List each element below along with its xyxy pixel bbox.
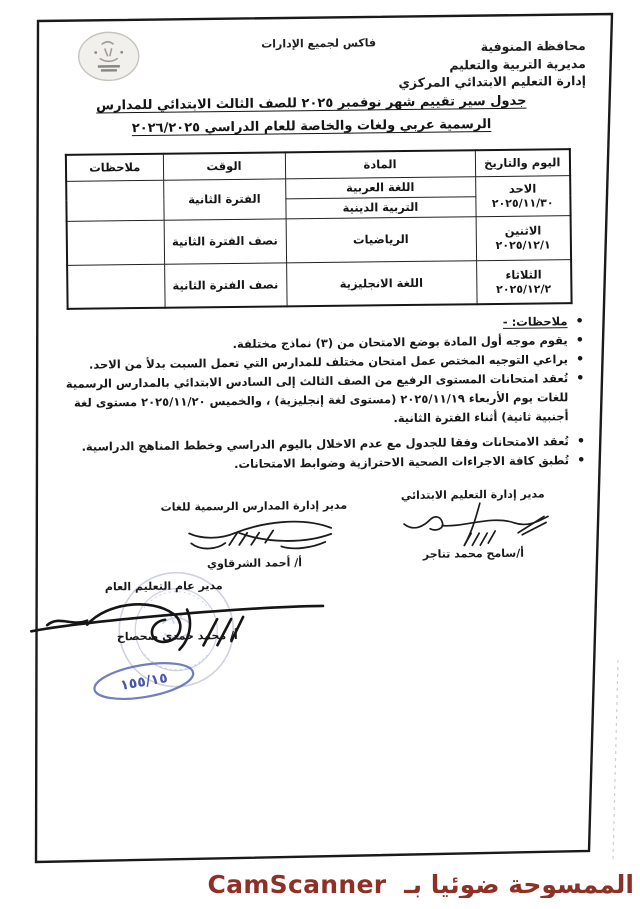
col-header-time: الوقت [163,152,285,179]
fax-note: فاكس لجميع الإدارات [261,36,377,51]
table-row [67,259,571,309]
bullet-icon: • [576,370,585,387]
col-header-subject: المادة [285,150,475,178]
bullet-icon: • [576,433,586,450]
notes-cell [67,220,164,265]
day-date: ٢٠٢٥/١٢/٢ [496,282,552,296]
day-cell [475,175,570,216]
notes-cell [66,180,163,221]
day-date: ٢٠٢٥/١١/٣٠ [491,196,554,211]
governorate-emblem-icon [71,28,146,89]
subject-cell: اللغة العربية [285,176,475,198]
note-text: يقوم موجه أول المادة بوضع الامتحان من (٣) نماذج مختلفة. [232,333,568,351]
document-title [0,89,627,142]
signature-title: مدير إدارة التعليم الابتدائي [400,487,545,503]
org-line-administration: إدارة التعليم الابتدائي المركزي [398,72,587,91]
org-line-governorate: محافظة المنوفية [480,37,586,55]
camscanner-watermark [208,872,634,898]
signature-title: مدير إدارة المدارس الرسمية للغات [160,498,348,514]
bullet-icon: • [575,351,585,368]
col-header-day-date: اليوم والتاريخ [475,149,570,176]
signature-scribble [394,500,553,548]
title-line-2: الرسمية عربي ولغات والخاصة للعام الدراسي ٢٠٢٦/٢٠٢٥ [131,117,492,137]
org-line-directorate: مديرية التربية والتعليم [449,55,586,73]
subject-cell: الرياضيات [286,216,476,262]
subject-cell: اللغة الانجليزية [286,260,476,306]
bullet-icon: • [576,452,586,469]
day-name: الاحد [508,181,537,196]
exam-schedule-table [65,148,571,310]
signature-name: أ/سامح محمد تناجر [422,546,525,561]
signature-title: مدير عام التعليم العام [104,579,223,594]
day-cell [476,215,571,260]
note-text: تُطبق كافة الاجراءات الصحية الاحترازية وضوابط الامتحانات. [234,453,570,471]
signature-block-general-director [27,574,329,717]
day-date: ٢٠٢٥/١٢/١ [495,238,551,252]
time-cell: نصف الفترة الثانية [164,262,286,307]
note-text: تُعقد امتحانات المستوى الرفيع من الصف الثالث إلى السادس الابتدائي بالمدارس الرسمية للغات يوم الأربعاء ٢٠٢٥/١١/١٩ (مستوى لغة إنجليزية) ، والخميس ٢٠٢٥/١١/٢٠ مستوى لغة أجنبية ثانية) أثناء الفترة الثانية. [65,371,569,426]
table-row [67,215,571,265]
bullet-icon: • [575,332,585,349]
time-cell: الفترة الثانية [163,178,285,219]
stamp-number: ١٥٥/١٥ [119,670,169,694]
note-text: يراعي التوجيه المختص عمل امتحان مختلف للمدارس التي تعمل السبت بدلأ من الاحد. [88,352,568,372]
notes-heading: ملاحظات: - [502,314,568,329]
org-header [398,37,586,92]
signature-scribble [27,588,328,653]
col-header-notes: ملاحظات [66,154,163,181]
signature-name: أ/ محمد حمدي صحصاح [116,628,238,644]
notes-cell [67,264,164,309]
note-text: تُعقد الامتحانات وفقا للجدول مع عدم الاخلال باليوم الدراسي وخطط المناهج الدراسية. [81,434,569,454]
day-name: الاثنين [504,223,542,238]
signature-name: أ/ أحمد الشرقاوي [206,556,303,571]
signature-block-language-schools-director [139,498,370,571]
watermark-arabic-text: الممسوحة ضوئيا بـ [404,872,634,898]
title-line-1: جدول سير تقييم شهر نوفمبر ٢٠٢٥ للصف الثالث الابتدائي للمدارس [96,93,527,114]
signature-block-primary-director [373,487,574,561]
signature-scribble [169,512,339,558]
day-cell [476,259,571,304]
bullet-icon: • [575,314,584,330]
note-item [51,369,585,432]
subject-cell: التربية الدينية [285,196,475,218]
watermark-latin-text: CamScanner [207,872,387,898]
day-name: الثلاثاء [505,267,542,282]
notes-section [51,312,586,476]
time-cell: نصف الفترة الثانية [164,218,286,263]
number-oval-stamp [85,649,203,713]
